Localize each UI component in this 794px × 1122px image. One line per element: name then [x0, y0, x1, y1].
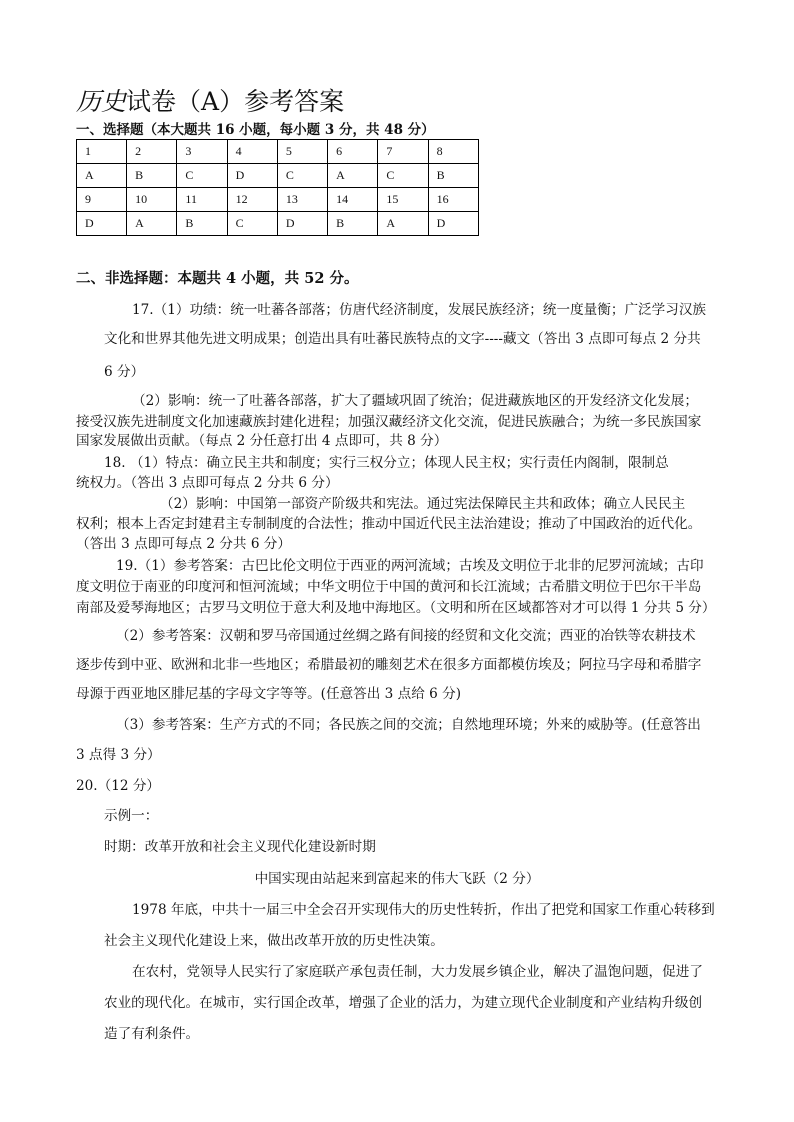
essay-title: 中国实现由站起来到富起来的伟大飞跃（2 分）	[254, 871, 540, 887]
q19-2-line: 母源于西亚地区腓尼基的字母文字等等。(任意答出 3 点给 6 分)	[76, 686, 462, 702]
page-title	[76, 82, 344, 118]
table-cell: D	[227, 164, 277, 188]
table-cell: B	[328, 212, 378, 236]
table-row	[77, 140, 479, 164]
q17-1-line: 文化和世界其他先进文明成果；创造出具有吐蕃民族特点的文字----藏文（答出 3 点即可每点 2 分共	[104, 331, 701, 347]
table-cell: B	[127, 164, 177, 188]
table-cell: 11	[177, 188, 227, 212]
q17-1-line: 17.（1）功绩：统一吐蕃各部落；仿唐代经济制度，发展民族经济；统一度量衡；广泛学习汉族	[132, 302, 707, 318]
para1-line: 1978 年底，中共十一届三中全会召开实现伟大的历史性转折，作出了把党和国家工作重心转移到	[132, 902, 715, 918]
q20-heading: 20.（12 分）	[76, 778, 161, 794]
q18-2-line: （答出 3 点即可每点 2 分共 6 分）	[76, 536, 291, 552]
table-cell: 2	[127, 140, 177, 164]
q18-2-line: 权利；根本上否定封建君主专制制度的合法性；推动中国近代民主法治建设；推动了中国政治的近代化。	[76, 516, 702, 532]
q18-1-line: 统权力。（答出 3 点即可每点 2 分共 6 分）	[76, 475, 339, 491]
table-cell: D	[77, 212, 127, 236]
table-cell: A	[77, 164, 127, 188]
q19-2-line: 逐步传到中亚、欧洲和北非一些地区；希腊最初的雕刻艺术在很多方面都模仿埃及；阿拉马字母和希腊字	[76, 657, 702, 673]
table-cell: B	[177, 212, 227, 236]
table-cell: D	[428, 212, 478, 236]
q19-3-line: 3 点得 3 分）	[76, 747, 161, 763]
table-row	[77, 188, 479, 212]
section-1-heading: 一、选择题（本大题共 16 小题，每小题 3 分，共 48 分）	[76, 122, 435, 138]
table-cell: 1	[77, 140, 127, 164]
table-row	[77, 212, 479, 236]
q17-2-line: （2）影响：统一了吐蕃各部落，扩大了疆域巩固了统治；促进藏族地区的开发经济文化发展；	[132, 393, 698, 409]
table-cell: A	[378, 212, 428, 236]
table-cell: 8	[428, 140, 478, 164]
table-cell: 5	[277, 140, 327, 164]
table-cell: 9	[77, 188, 127, 212]
table-cell: 7	[378, 140, 428, 164]
table-cell: C	[277, 164, 327, 188]
q19-3-line: （3）参考答案：生产方式的不同；各民族之间的交流；自然地理环境；外来的威胁等。(任意答出	[116, 717, 701, 733]
para2-line: 农业的现代化。在城市，实行国企改革，增强了企业的活力，为建立现代企业制度和产业结构升级创	[104, 995, 703, 1011]
choice-answer-table	[76, 139, 479, 236]
table-cell: C	[378, 164, 428, 188]
q17-2-line: 国家发展做出贡献。（每点 2 分任意打出 4 点即可，共 8 分）	[76, 433, 448, 449]
table-cell: 16	[428, 188, 478, 212]
table-cell: 4	[227, 140, 277, 164]
table-cell: A	[127, 212, 177, 236]
table-cell: 10	[127, 188, 177, 212]
q17-1-line: 6 分）	[104, 364, 145, 380]
table-cell: C	[227, 212, 277, 236]
table-row	[77, 164, 479, 188]
table-cell: 13	[277, 188, 327, 212]
q19-1-line: 度文明位于南亚的印度河和恒河流域；中华文明位于中国的黄河和长江流域；古希腊文明位于巴尔干半岛	[76, 579, 702, 595]
q17-2-line: 接受汉族先进制度文化加速藏族封建化进程；加强汉藏经济文化交流，促进民族融合；为统一多民族国家	[76, 414, 702, 430]
q18-1-line: 18. （1）特点：确立民主共和制度；实行三权分立；体现人民主权；实行责任内阁制，限制总	[104, 455, 669, 471]
section-2-heading: 二、非选择题：本题共 4 小题，共 52 分。	[76, 270, 359, 287]
example-label: 示例一：	[104, 808, 159, 824]
table-cell: 14	[328, 188, 378, 212]
table-cell: 12	[227, 188, 277, 212]
table-cell: B	[428, 164, 478, 188]
table-cell: 6	[328, 140, 378, 164]
period-line: 时期：改革开放和社会主义现代化建设新时期	[104, 839, 376, 855]
q19-2-line: （2）参考答案：汉朝和罗马帝国通过丝绸之路有间接的经贸和文化交流；西亚的冶铁等农耕技术	[116, 628, 696, 644]
para2-line: 在农村，党领导人民实行了家庭联产承包责任制，大力发展乡镇企业，解决了温饱问题，促进了	[132, 964, 703, 980]
q19-1-line: 19.（1）参考答案：古巴比伦文明位于西亚的两河流域；古埃及文明位于北非的尼罗河流域；古印	[116, 558, 704, 574]
para2-line: 造了有利条件。	[104, 1026, 200, 1042]
title-italic-part: 历史	[76, 87, 127, 116]
title-rest-part: 试卷（A）参考答案	[126, 87, 345, 116]
table-cell: A	[328, 164, 378, 188]
q18-2-line: （2）影响：中国第一部资产阶级共和宪法。通过宪法保障民主共和政体；确立人民民主	[160, 496, 686, 512]
table-cell: C	[177, 164, 227, 188]
para1-line: 社会主义现代化建设上来，做出改革开放的历史性决策。	[104, 933, 444, 949]
table-cell: 3	[177, 140, 227, 164]
q19-1-line: 南部及爱琴海地区；古罗马文明位于意大利及地中海地区。（文明和所在区域都答对才可以得 1 分共 5 分）	[76, 600, 716, 616]
table-cell: 15	[378, 188, 428, 212]
table-cell: D	[277, 212, 327, 236]
